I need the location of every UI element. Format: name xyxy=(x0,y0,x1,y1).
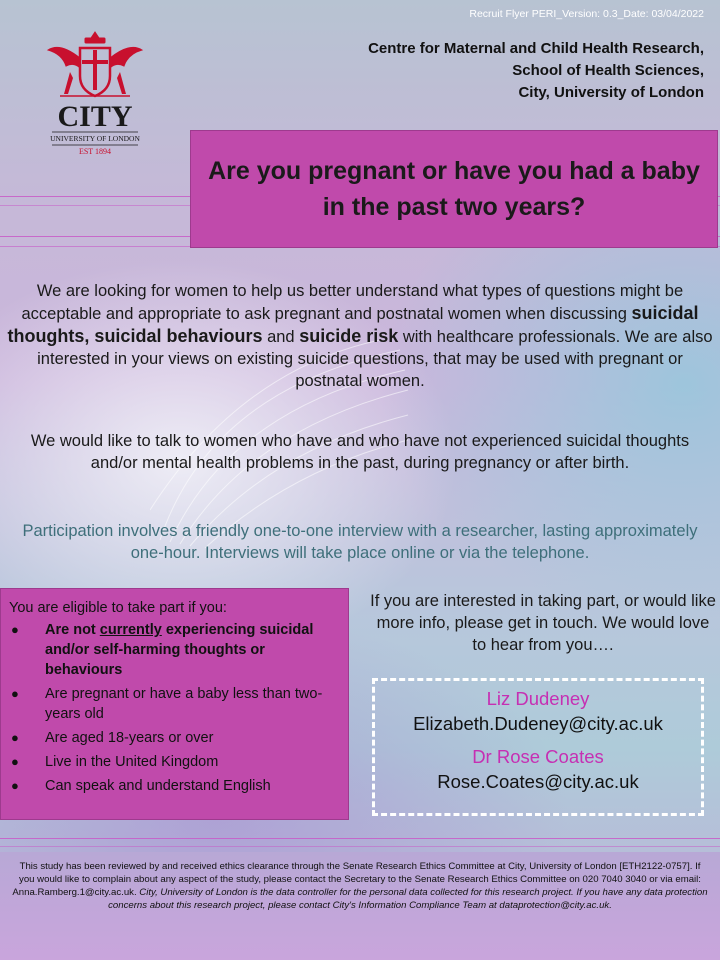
city-university-logo xyxy=(40,28,150,163)
contact-email-link[interactable]: Rose.Coates@city.ac.uk xyxy=(437,771,639,792)
list-item: ● Are pregnant or have a baby less than two-years old xyxy=(11,686,323,722)
contact-email-link[interactable]: Elizabeth.Dudeney@city.ac.uk xyxy=(413,713,663,734)
eligibility-box xyxy=(0,588,349,820)
bullet-icon: ● xyxy=(11,686,19,701)
svg-text:UNIVERSITY OF LONDON: UNIVERSITY OF LONDON xyxy=(50,134,140,143)
version-reference: Recruit Flyer PERI_Version: 0.3_Date: 03/04/2022 xyxy=(469,8,704,20)
intro-paragraph: We are looking for women to help us better understand what types of questions might be acceptable and appropriate to ask pregnant and postnatal women when discussing suicidal thoughts, suicidal behaviours and suicide risk with healthcare professionals. We are also interested in your views on existing suicide questions, that may be used with pregnant or postnatal women. xyxy=(7,282,713,390)
headline-box xyxy=(190,130,718,248)
centre-line: City, University of London xyxy=(518,84,704,101)
centre-line: School of Health Sciences, xyxy=(512,62,704,79)
decorative-line xyxy=(0,846,720,847)
list-item: ● Can speak and understand English xyxy=(11,778,271,794)
participation-paragraph: Participation involves a friendly one-to-one interview with a researcher, lasting approximately one-hour. Interviews will take place online or via the telephone. xyxy=(22,522,698,562)
list-item: ● Are not currently experiencing suicidal and/or self-harming thoughts or behaviours xyxy=(11,622,314,678)
bullet-icon: ● xyxy=(11,754,19,769)
decorative-line xyxy=(0,838,720,839)
contact-box xyxy=(372,678,704,816)
list-item: ● Live in the United Kingdom xyxy=(11,754,219,770)
list-item: ● Are aged 18-years or over xyxy=(11,730,214,746)
ethics-footer: This study has been reviewed by and received ethics clearance through the Senate Research Ethics Committee at City, University of London [ETH2122-0757]. If you would like to complain about any aspect of the study, please contact the Secretary to the Senate Research Ethics Committee on 020 7040 3040 or via email: Anna.Ramberg.1@city.ac.uk. City, University of London is the data controller for the personal data collected for this research project. If you have any data protection concerns about this research project, please contact City's Information Compliance Team at dataprotection@city.ac.uk. xyxy=(0,852,720,960)
bullet-icon: ● xyxy=(11,622,19,637)
eligibility-title: You are eligible to take part if you: xyxy=(9,600,227,616)
headline-question: Are you pregnant or have you had a baby in the past two years? xyxy=(208,157,700,221)
experience-paragraph: We would like to talk to women who have and who have not experienced suicidal thoughts and/or mental health problems in the past, during pregnancy or after birth. xyxy=(30,432,690,472)
contact-intro: If you are interested in taking part, or would like more info, please get in touch. We would love to hear from you…. xyxy=(370,592,716,654)
eligibility-list xyxy=(9,620,340,796)
svg-text:EST 1894: EST 1894 xyxy=(78,147,112,156)
contact-name: Liz Dudeney xyxy=(486,688,590,709)
centre-line: Centre for Maternal and Child Health Research, xyxy=(368,40,704,57)
emphasis-text: suicidal thoughts, suicidal behaviours xyxy=(7,303,699,346)
contact-name: Dr Rose Coates xyxy=(472,746,604,767)
emphasis-text: suicide risk xyxy=(299,326,399,346)
research-centre-name xyxy=(368,38,704,104)
bullet-icon: ● xyxy=(11,730,19,745)
bullet-icon: ● xyxy=(11,778,19,793)
svg-text:CITY: CITY xyxy=(57,100,133,133)
